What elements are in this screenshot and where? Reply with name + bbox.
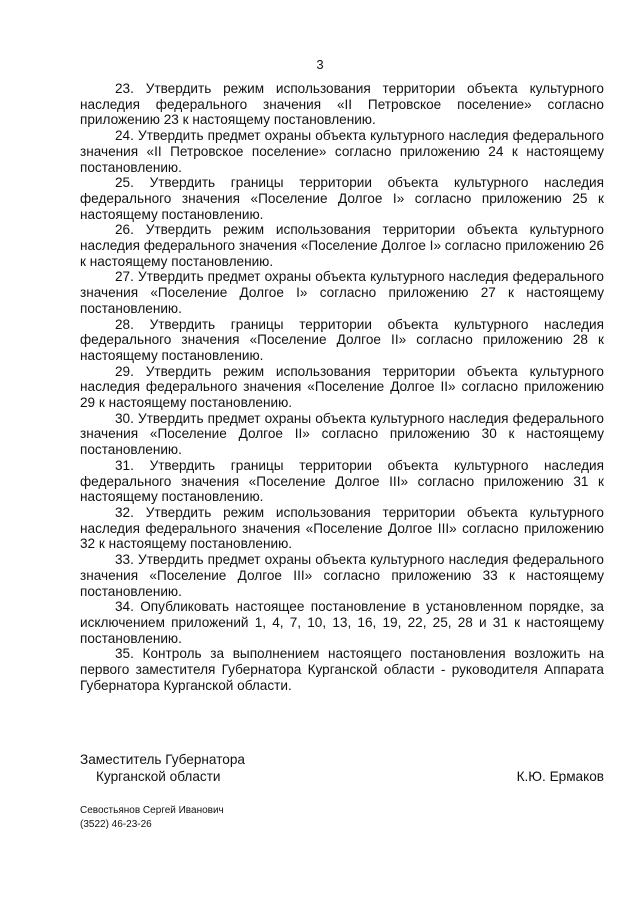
paragraph-33: 33. Утвердить предмет охраны объекта культурного наследия федерального значения «Поселение Долгое III» согласно приложению 33 к настоящему постановлению. (80, 552, 604, 599)
paragraph-24: 24. Утвердить предмет охраны объекта культурного наследия федерального значения «II Петровское поселение» согласно приложению 24 к настоящему постановлению. (80, 128, 604, 175)
paragraph-27: 27. Утвердить предмет охраны объекта культурного наследия федерального значения «Поселение Долгое I» согласно приложению 27 к настоящему постановлению. (80, 269, 604, 316)
signature-block (80, 751, 604, 785)
page-number: 3 (316, 57, 324, 72)
executor-footer (80, 804, 224, 832)
paragraph-29: 29. Утвердить режим использования территории объекта культурного наследия федерального значения «Поселение Долгое II» согласно приложению 29 к настоящему постановлению. (80, 363, 604, 411)
paragraph-28: 28. Утвердить границы территории объекта культурного наследия федерального значения «Поселение Долгое II» согласно приложению 28 к настоящему постановлению. (80, 316, 604, 363)
executor-phone: (3522) 46-23-26 (80, 819, 152, 830)
paragraph-35: 35. Контроль за выполнением настоящего постановления возложить на первого заместителя Губернатора Курганской области - руководителя Аппарата Губернатора Курганской области. (80, 646, 604, 693)
document-body (80, 81, 604, 693)
paragraph-32: 32. Утвердить режим использования территории объекта культурного наследия федерального значения «Поселение Долгое III» согласно приложению 32 к настоящему постановлению. (80, 504, 604, 552)
paragraph-23: 23. Утвердить режим использования территории объекта культурного наследия федерального значения «II Петровское поселение» согласно приложению 23 к настоящему постановлению. (80, 81, 604, 128)
signatory-title: Заместитель Губернатора (80, 752, 245, 767)
paragraph-30: 30. Утвердить предмет охраны объекта культурного наследия федерального значения «Поселение Долгое II» согласно приложению 30 к настоящему постановлению. (80, 410, 604, 458)
executor-name: Севостьянов Сергей Иванович (80, 805, 224, 816)
paragraph-26: 26. Утвердить режим использования территории объекта культурного наследия федерального значения «Поселение Долгое I» согласно приложению 26 к настоящему постановлению. (80, 222, 604, 269)
paragraph-31: 31. Утвердить границы территории объекта культурного наследия федерального значения «Поселение Долгое III» согласно приложению 31 к настоящему постановлению. (80, 457, 604, 505)
paragraph-25: 25. Утвердить границы территории объекта культурного наследия федерального значения «Поселение Долгое I» согласно приложению 25 к настоящему постановлению. (80, 175, 604, 222)
signatory-organization: Курганской области (96, 769, 221, 784)
signatory-name: К.Ю. Ермаков (516, 769, 604, 784)
paragraph-34: 34. Опубликовать настоящее постановление в установленном порядке, за исключением приложений 1, 4, 7, 10, 13, 16, 19, 22, 25, 28 и 31 к настоящему постановлению. (80, 599, 604, 646)
